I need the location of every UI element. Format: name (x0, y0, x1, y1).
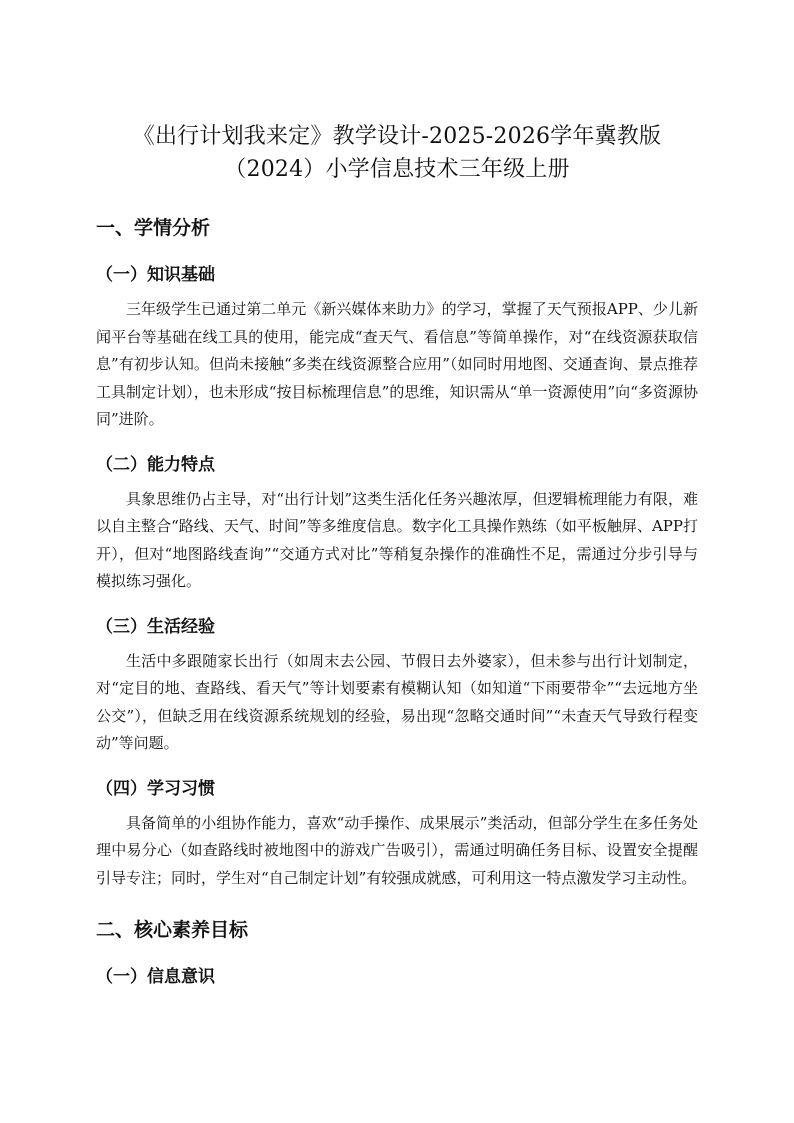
paragraph-life-experience: 生活中多跟随家长出行（如周末去公园、节假日去外婆家），但未参与出行计划制定，对“定目的地、查路线、看天气”等计划要素有模糊认知（如知道“下雨要带伞”“去远地方坐公交”），但缺乏用在线资源系统规划的经验，易出现“忽略交通时间”“未查天气导致行程变动”等问题。 (96, 651, 698, 752)
subsection-heading: （二）能力特点 (96, 454, 215, 475)
paragraph-study-habits: 具备简单的小组协作能力，喜欢“动手操作、成果展示”类活动，但部分学生在多任务处理中易分心（如查路线时被地图中的游戏广告吸引），需通过明确任务目标、设置安全提醒引导专注；同时，学生对“自己制定计划”有较强成就感，可利用这一特点激发学习主动性。 (96, 813, 698, 887)
subsection-heading: （三）生活经验 (96, 616, 215, 637)
section-heading: 一、学情分析 (96, 217, 211, 239)
subsection-heading: （一）信息意识 (96, 967, 215, 987)
subsection-heading: （四）学习习惯 (96, 778, 215, 799)
paragraph-ability: 具象思维仍占主导，对“出行计划”这类生活化任务兴趣浓厚，但逻辑梳理能力有限，难以自主整合“路线、天气、时间”等多维度信息。数字化工具操作熟练（如平板触屏、APP打开），但对“地图路线查询”“交通方式对比”等稍复杂操作的准确性不足，需通过分步引导与模拟练习强化。 (96, 489, 698, 590)
section-heading: 二、核心素养目标 (96, 919, 249, 941)
section-core-goals (96, 916, 698, 990)
paragraph-knowledge-basis: 三年级学生已通过第二单元《新兴媒体来助力》的学习，掌握了天气预报APP、少儿新闻平台等基础在线工具的使用，能完成“查天气、看信息”等简单操作，对“在线资源获取信息”有初步认知。但尚未接触“多类在线资源整合应用”（如同时用地图、交通查询、景点推荐工具制定计划），也未形成“按目标梳理信息”的思维，知识需从“单一资源使用”向“多资源协同”进阶。 (96, 300, 698, 428)
document-title: 《出行计划我来定》教学设计-2025-2026学年冀教版（2024）小学信息技术三年级上册 (132, 124, 662, 182)
section-learning-analysis (96, 214, 698, 892)
subsection-heading: （一）知识基础 (96, 265, 215, 285)
